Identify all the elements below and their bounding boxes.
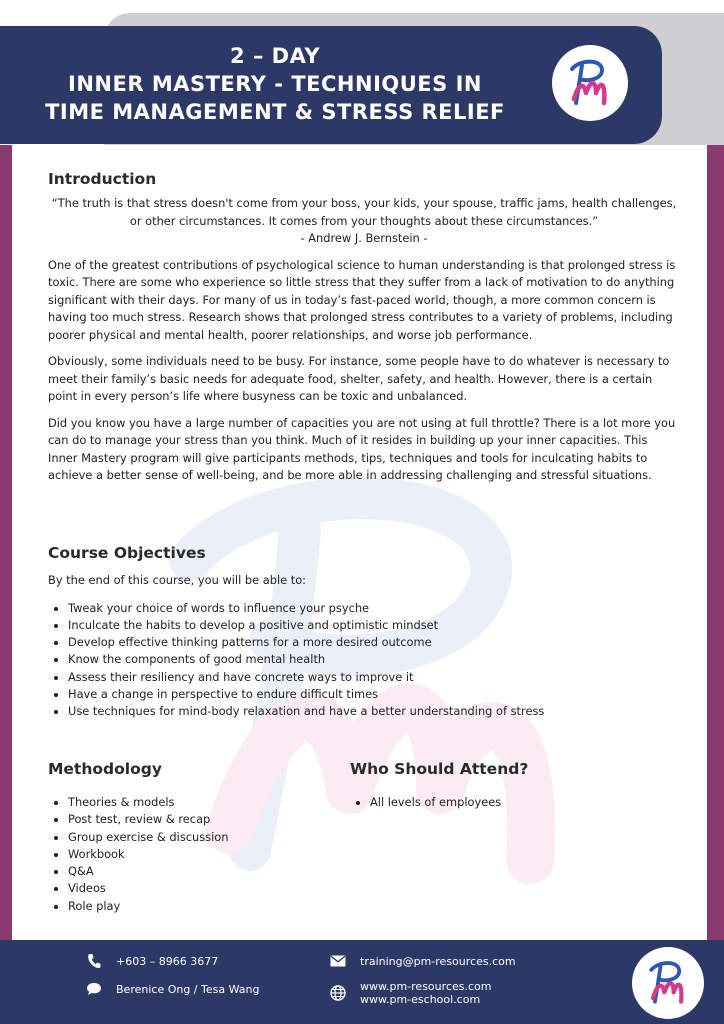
- attend-list: [350, 794, 650, 811]
- objectives-heading: Course Objectives: [48, 544, 206, 562]
- list-item: Have a change in perspective to endure difficult times: [48, 686, 680, 703]
- methodology-section: [48, 760, 328, 915]
- attend-heading: Who Should Attend?: [350, 760, 529, 778]
- title-line-1: 2 – DAY: [229, 44, 321, 68]
- list-item: All levels of employees: [350, 794, 650, 811]
- mail-icon: [330, 953, 346, 969]
- list-item: Videos: [48, 880, 328, 897]
- list-item: Role play: [48, 898, 328, 915]
- title-line-2: INNER MASTERY - TECHNIQUES IN: [68, 72, 482, 96]
- list-item: Post test, review & recap: [48, 811, 328, 828]
- introduction-heading: Introduction: [48, 170, 157, 188]
- footer-phone: [86, 953, 218, 969]
- course-title: [0, 42, 550, 126]
- objectives-section: [48, 544, 680, 721]
- list-item: Know the components of good mental health: [48, 651, 680, 668]
- title-line-3: TIME MANAGEMENT & STRESS RELIEF: [45, 100, 505, 124]
- methodology-heading: Methodology: [48, 760, 162, 778]
- objectives-list: [48, 600, 680, 721]
- list-item: Group exercise & discussion: [48, 829, 328, 846]
- footer: [0, 940, 724, 1024]
- list-item: Q&A: [48, 863, 328, 880]
- company-logo: [552, 45, 628, 121]
- contact-names: Berenice Ong / Tesa Wang: [116, 982, 260, 996]
- list-item: Workbook: [48, 846, 328, 863]
- list-item: Use techniques for mind-body relaxation and have a better understanding of stress: [48, 703, 680, 720]
- introduction-section: [48, 170, 680, 485]
- email-address[interactable]: training@pm-resources.com: [360, 954, 516, 968]
- list-item: Theories & models: [48, 794, 328, 811]
- website-link[interactable]: www.pm-resources.com: [360, 980, 492, 993]
- list-item: Assess their resiliency and have concrete ways to improve it: [48, 669, 680, 686]
- intro-paragraph: Did you know you have a large number of capacities you are not using at full throttle? There is a lot more you can do to manage your stress than you think. Much of it resides in building up your inner capacities. This Inner Mastery program will give participants methods, tips, techniques and tools for inculcating habits to achieve a better sense of well-being, and be more able in addressing challenging and stressful situations.: [48, 415, 676, 482]
- list-item: Develop effective thinking patterns for a more desired outcome: [48, 634, 680, 651]
- footer-contacts: [86, 981, 259, 997]
- quote-text: “The truth is that stress doesn't come from your boss, your kids, your spouse, traffic jams, health challenges, or other circumstances. It comes from your thoughts about these circumstances.”: [51, 196, 677, 228]
- introduction-quote: [48, 195, 680, 248]
- quote-author: - Andrew J. Bernstein -: [300, 231, 428, 245]
- list-item: Tweak your choice of words to influence your psyche: [48, 600, 680, 617]
- chat-icon: [86, 981, 102, 997]
- website-link[interactable]: www.pm-eschool.com: [360, 993, 481, 1006]
- phone-number[interactable]: +603 – 8966 3677: [116, 954, 219, 968]
- globe-icon: [330, 985, 346, 1001]
- list-item: Inculcate the habits to develop a positive and optimistic mindset: [48, 617, 680, 634]
- right-accent-bar: [707, 145, 724, 940]
- footer-logo: [632, 947, 704, 1019]
- footer-email: [330, 953, 516, 969]
- pm-logo-icon: [560, 53, 620, 113]
- intro-paragraph: Obviously, some individuals need to be busy. For instance, some people have to do whatever is necessary to meet their family’s basic needs for adequate food, shelter, safety, and health. However, there is a certain point in every person’s life where busyness can be toxic and unbalanced.: [48, 354, 670, 403]
- intro-paragraph: One of the greatest contributions of psychological science to human understanding is that prolonged stress is toxic. There are some who experience so little stress that they suffer from a lack of motivation to do anything significant with their days. For many of us in today’s fast-paced world, though, a more common concern is having too much stress. Research shows that prolonged stress contributes to a variety of problems, including poorer physical and mental health, poorer relationships, and worse job performance.: [48, 257, 676, 342]
- footer-websites: [330, 980, 491, 1006]
- left-accent-bar: [0, 145, 12, 940]
- attend-section: [350, 760, 650, 811]
- phone-icon: [86, 953, 102, 969]
- methodology-list: [48, 794, 328, 915]
- objectives-lead: By the end of this course, you will be able to:: [48, 573, 307, 587]
- pm-logo-icon: [640, 955, 696, 1011]
